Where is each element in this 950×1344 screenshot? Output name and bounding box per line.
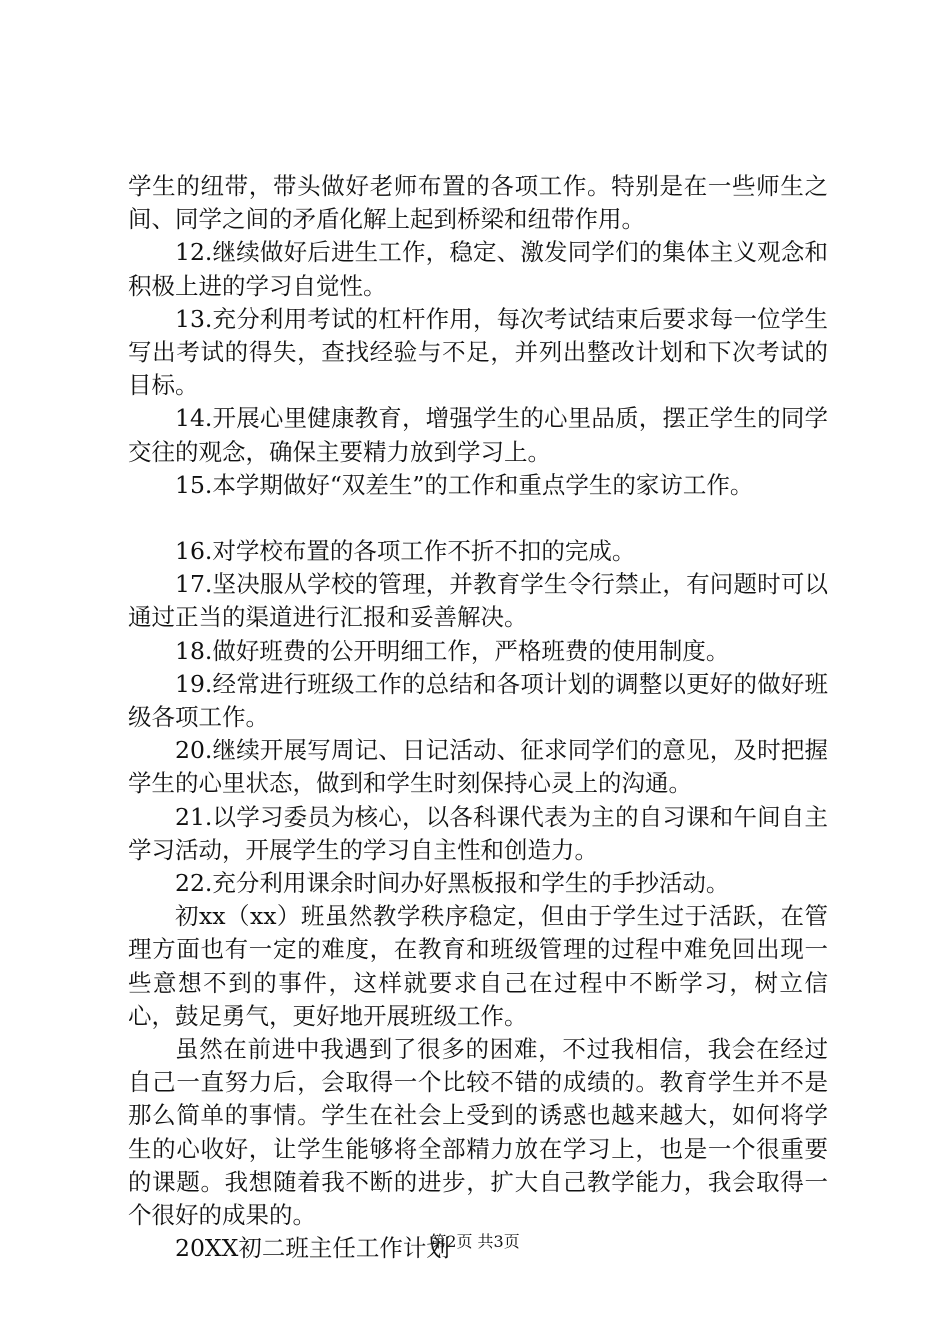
- paragraph-item-14: 14.开展心里健康教育，增强学生的心里品质，摆正学生的同学交往的观念，确保主要精力放到学习上。: [128, 404, 828, 466]
- paragraph-item-20: 20.继续开展写周记、日记活动、征求同学们的意见，及时把握学生的心里状态，做到和学生时刻保持心灵上的沟通。: [128, 736, 828, 798]
- paragraph-item-16: 16.对学校布置的各项工作不折不扣的完成。: [175, 537, 636, 566]
- paragraph-item-17: 17.坚决服从学校的管理，并教育学生令行禁止，有问题时可以通过正当的渠道进行汇报和妥善解决。: [128, 570, 828, 632]
- paragraph-next-title: 20XX初二班主任工作计划: [175, 1234, 450, 1263]
- paragraph-item-19: 19.经常进行班级工作的总结和各项计划的调整以更好的做好班级各项工作。: [128, 669, 828, 732]
- paragraph-gap: [128, 502, 828, 535]
- paragraph-item-22: 22.充分利用课余时间办好黑板报和学生的手抄活动。: [175, 869, 730, 898]
- paragraph-item-18: 18.做好班费的公开明细工作，严格班费的使用制度。: [175, 636, 730, 665]
- paragraph-item-15: 15.本学期做好“双差生”的工作和重点学生的家访工作。: [175, 470, 754, 499]
- paragraph-closing: 虽然在前进中我遇到了很多的困难，不过我相信，我会在经过自己一直努力后，会取得一个比较不错的成绩的。教育学生并不是那么简单的事情。学生在社会上受到的诱惑也越来越大，如何将学生的心收好，让学生能够将全部精力放在学习上，也是一个很重要的课题。我想随着我不断的进步，扩大自己教学能力，我会取得一个很好的成果的。: [128, 1035, 828, 1230]
- document-body: [128, 170, 828, 1266]
- paragraph-continuation: 学生的纽带，带头做好老师布置的各项工作。特别是在一些师生之间、同学之间的矛盾化解上起到桥梁和纽带作用。: [128, 172, 828, 234]
- paragraph-class-summary: 初xx（xx）班虽然教学秩序稳定，但由于学生过于活跃，在管理方面也有一定的难度，在教育和班级管理的过程中难免回出现一些意想不到的事件，这样就要求自己在过程中不断学习，树立信心，鼓足勇气，更好地开展班级工作。: [128, 902, 828, 1030]
- page-footer: 第2页 共3页: [430, 1232, 520, 1251]
- paragraph-item-21: 21.以学习委员为核心，以各科课代表为主的自习课和午间自主学习活动，开展学生的学习自主性和创造力。: [128, 802, 828, 864]
- paragraph-item-12: 12.继续做好后进生工作，稳定、激发同学们的集体主义观念和积极上进的学习自觉性。: [128, 238, 828, 300]
- paragraph-item-13: 13.充分利用考试的杠杆作用，每次考试结束后要求每一位学生写出考试的得失，查找经验与不足，并列出整改计划和下次考试的目标。: [128, 304, 828, 400]
